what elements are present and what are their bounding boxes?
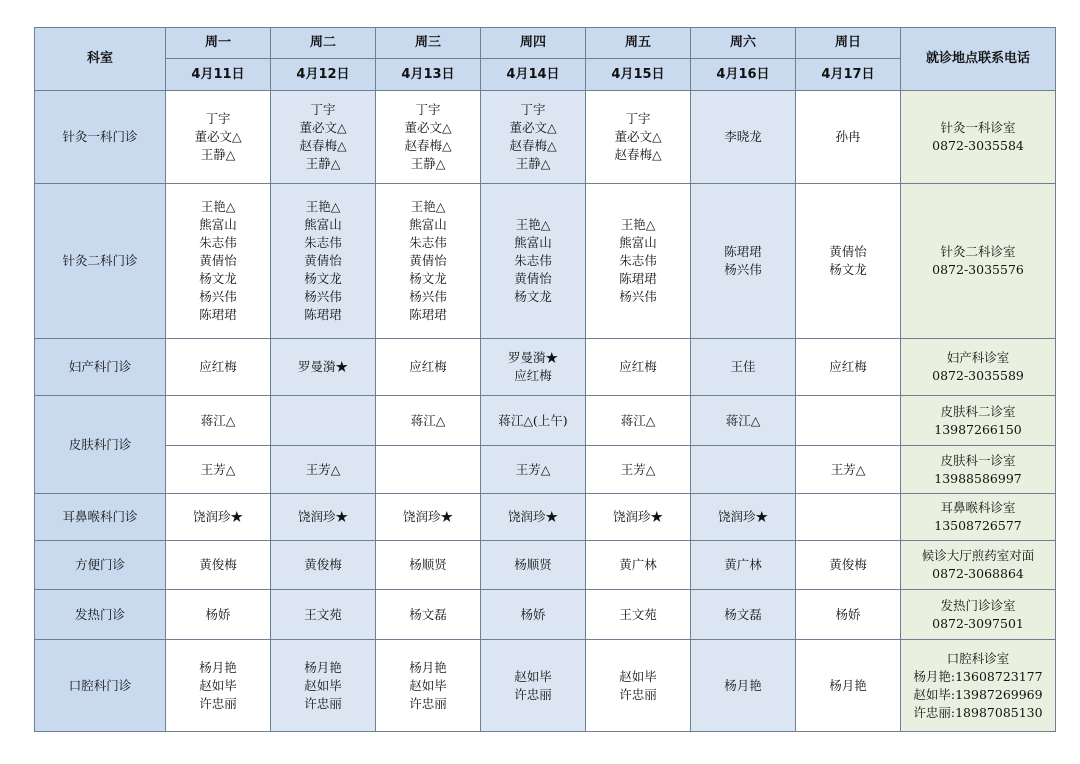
contact-location: 口腔科诊室 — [946, 650, 1010, 666]
doctor-cell — [271, 590, 376, 640]
schedule-body — [35, 91, 1056, 732]
contact-phone: 13987266150 — [934, 421, 1022, 437]
doctor-name: 杨文龙 — [304, 271, 342, 286]
doctor-name: 应红梅 — [619, 359, 657, 374]
doctor-name: 丁宇 — [520, 102, 546, 117]
contact-cell — [901, 640, 1056, 732]
doctor-name: 王芳△ — [305, 461, 341, 477]
doctor-cell — [796, 396, 901, 446]
doctor-name: 董必文△ — [194, 129, 242, 144]
doctor-cell — [691, 541, 796, 590]
doctor-name: 赵如毕 — [199, 677, 237, 693]
doctor-cell — [166, 91, 271, 184]
doctor-name: 黄俊梅 — [199, 557, 237, 572]
header-dept: 科室 — [35, 28, 166, 91]
doctor-cell — [271, 396, 376, 446]
doctor-name: 杨月艳 — [409, 659, 447, 675]
doctor-cell — [586, 590, 691, 640]
dept-cell: 妇产科门诊 — [35, 339, 166, 396]
dept-cell: 发热门诊 — [35, 590, 166, 640]
doctor-name: 赵如毕 — [619, 668, 657, 684]
doctor-name: 蒋江△(上午) — [498, 412, 568, 428]
doctor-name: 熊富山 — [304, 217, 342, 232]
doctor-name: 王芳△ — [200, 461, 236, 477]
doctor-name: 杨文龙 — [409, 271, 447, 286]
doctor-name: 杨兴伟 — [199, 289, 237, 304]
doctor-name: 应红梅 — [409, 359, 447, 374]
doctor-name: 许忠丽 — [304, 695, 342, 711]
doctor-cell — [271, 91, 376, 184]
doctor-cell — [691, 91, 796, 184]
doctor-cell — [796, 640, 901, 732]
contact-cell — [901, 590, 1056, 640]
table-row — [35, 184, 1056, 339]
doctor-name: 黄倩怡 — [304, 253, 342, 268]
doctor-name: 丁宇 — [310, 102, 336, 117]
doctor-name: 王静△ — [515, 156, 551, 171]
doctor-name: 熊富山 — [619, 235, 657, 250]
doctor-name: 杨娇 — [835, 606, 861, 622]
doctor-name: 李晓龙 — [724, 129, 762, 144]
doctor-name: 王文苑 — [304, 606, 342, 622]
doctor-name: 王芳△ — [620, 461, 656, 477]
doctor-name: 王芳△ — [515, 461, 551, 477]
table-row — [35, 396, 1056, 446]
doctor-cell — [586, 494, 691, 541]
header-date: 4月14日 — [481, 59, 586, 91]
doctor-name: 杨月艳 — [724, 677, 762, 693]
doctor-name: 黄倩怡 — [514, 271, 552, 286]
doctor-name: 杨月艳 — [829, 677, 867, 693]
doctor-cell — [586, 91, 691, 184]
doctor-name: 董必文△ — [509, 120, 557, 135]
doctor-name: 罗曼漪★ — [507, 350, 558, 365]
doctor-name: 蒋江△ — [725, 412, 761, 428]
contact-cell — [901, 184, 1056, 339]
table-row — [35, 640, 1056, 732]
doctor-name: 王艳△ — [620, 217, 656, 232]
doctor-cell — [586, 396, 691, 446]
contact-cell — [901, 396, 1056, 446]
doctor-cell — [481, 446, 586, 494]
doctor-cell — [691, 446, 796, 494]
doctor-name: 丁宇 — [415, 102, 441, 117]
doctor-cell — [586, 541, 691, 590]
doctor-name: 熊富山 — [199, 217, 237, 232]
doctor-cell — [691, 339, 796, 396]
doctor-name: 王静△ — [200, 147, 236, 162]
contact-location: 针灸二科诊室 — [940, 244, 1016, 259]
table-row — [35, 541, 1056, 590]
doctor-name: 杨兴伟 — [409, 289, 447, 304]
doctor-cell — [796, 590, 901, 640]
doctor-name: 罗曼漪★ — [297, 359, 348, 374]
doctor-cell — [376, 446, 481, 494]
header-day: 周三 — [376, 28, 481, 59]
doctor-cell — [586, 339, 691, 396]
contact-location: 皮肤科二诊室 — [940, 403, 1016, 419]
header-date: 4月15日 — [586, 59, 691, 91]
doctor-cell — [691, 590, 796, 640]
doctor-name: 黄广林 — [619, 557, 657, 572]
doctor-name: 丁宇 — [205, 111, 231, 126]
header-date: 4月16日 — [691, 59, 796, 91]
doctor-cell — [691, 184, 796, 339]
doctor-name: 黄倩怡 — [409, 253, 447, 268]
doctor-name: 黄倩怡 — [829, 244, 867, 259]
doctor-cell — [376, 494, 481, 541]
doctor-name: 杨文磊 — [409, 606, 447, 622]
doctor-name: 朱志伟 — [409, 235, 447, 250]
header-contact: 就诊地点联系电话 — [901, 28, 1056, 91]
doctor-name: 黄倩怡 — [199, 253, 237, 268]
contact-location: 皮肤科一诊室 — [940, 452, 1016, 468]
dept-cell: 针灸一科门诊 — [35, 91, 166, 184]
doctor-cell — [691, 396, 796, 446]
doctor-cell — [376, 91, 481, 184]
doctor-cell — [166, 446, 271, 494]
doctor-name: 孙冉 — [835, 129, 861, 144]
doctor-name: 朱志伟 — [199, 235, 237, 250]
dept-cell: 耳鼻喉科门诊 — [35, 494, 166, 541]
doctor-cell — [481, 541, 586, 590]
doctor-cell — [586, 184, 691, 339]
doctor-name: 王艳△ — [200, 199, 236, 214]
header-day: 周四 — [481, 28, 586, 59]
doctor-name: 饶润珍★ — [507, 509, 558, 524]
doctor-name: 杨兴伟 — [304, 289, 342, 304]
doctor-name: 赵如毕 — [304, 677, 342, 693]
doctor-name: 王艳△ — [410, 199, 446, 214]
doctor-cell — [796, 91, 901, 184]
contact-cell — [901, 339, 1056, 396]
doctor-name: 应红梅 — [514, 368, 552, 383]
contact-phone: 许忠丽:18987085130 — [913, 704, 1043, 720]
contact-phone: 13988586997 — [934, 470, 1022, 486]
doctor-cell — [481, 396, 586, 446]
doctor-name: 许忠丽 — [199, 695, 237, 711]
doctor-name: 杨月艳 — [199, 659, 237, 675]
doctor-cell — [796, 494, 901, 541]
doctor-name: 陈珺珺 — [199, 307, 237, 322]
doctor-name: 王艳△ — [515, 217, 551, 232]
doctor-name: 饶润珍★ — [297, 509, 348, 524]
doctor-cell — [166, 640, 271, 732]
doctor-cell — [271, 446, 376, 494]
header-day: 周一 — [166, 28, 271, 59]
doctor-name: 董必文△ — [614, 129, 662, 144]
doctor-name: 蒋江△ — [620, 412, 656, 428]
doctor-name: 蒋江△ — [200, 412, 236, 428]
header-date: 4月13日 — [376, 59, 481, 91]
doctor-cell — [376, 640, 481, 732]
contact-cell — [901, 494, 1056, 541]
doctor-name: 王文苑 — [619, 606, 657, 622]
doctor-name: 朱志伟 — [619, 253, 657, 268]
doctor-name: 杨顺贤 — [514, 557, 552, 572]
doctor-name: 杨文磊 — [724, 606, 762, 622]
contact-cell — [901, 91, 1056, 184]
doctor-name: 赵春梅△ — [299, 138, 347, 153]
doctor-cell — [376, 396, 481, 446]
doctor-cell — [166, 541, 271, 590]
contact-phone: 13508726577 — [934, 518, 1022, 533]
dept-cell: 方便门诊 — [35, 541, 166, 590]
contact-location: 耳鼻喉科诊室 — [940, 500, 1016, 515]
header-day: 周日 — [796, 28, 901, 59]
table-row — [35, 91, 1056, 184]
doctor-name: 陈珺珺 — [619, 271, 657, 286]
doctor-name: 董必文△ — [404, 120, 452, 135]
doctor-cell — [376, 184, 481, 339]
doctor-cell — [271, 541, 376, 590]
doctor-cell — [271, 184, 376, 339]
table-row — [35, 494, 1056, 541]
doctor-name: 黄广林 — [724, 557, 762, 572]
contact-location: 候诊大厅煎药室对面 — [921, 548, 1035, 563]
doctor-cell — [271, 494, 376, 541]
table-row — [35, 339, 1056, 396]
contact-phone: 杨月艳:13608723177 — [913, 668, 1043, 684]
doctor-cell — [166, 590, 271, 640]
doctor-name: 杨文龙 — [514, 289, 552, 304]
contact-phone: 0872-3035589 — [932, 368, 1024, 383]
doctor-name: 杨文龙 — [829, 262, 867, 277]
doctor-cell — [271, 339, 376, 396]
doctor-name: 董必文△ — [299, 120, 347, 135]
doctor-cell — [796, 541, 901, 590]
dept-cell: 口腔科门诊 — [35, 640, 166, 732]
contact-location: 发热门诊诊室 — [940, 597, 1016, 613]
doctor-name: 杨娇 — [205, 606, 231, 622]
header-day: 周五 — [586, 28, 691, 59]
doctor-name: 饶润珍★ — [612, 509, 663, 524]
doctor-name: 许忠丽 — [619, 686, 657, 702]
doctor-name: 杨月艳 — [304, 659, 342, 675]
header-date: 4月12日 — [271, 59, 376, 91]
table-row — [35, 590, 1056, 640]
doctor-cell — [271, 640, 376, 732]
doctor-name: 赵春梅△ — [614, 147, 662, 162]
doctor-cell — [691, 640, 796, 732]
contact-phone: 赵如毕:13987269969 — [913, 686, 1043, 702]
doctor-name: 应红梅 — [199, 359, 237, 374]
doctor-name: 许忠丽 — [514, 686, 552, 702]
doctor-name: 蒋江△ — [410, 412, 446, 428]
table-row — [35, 446, 1056, 494]
contact-phone: 0872-3097501 — [932, 615, 1024, 631]
doctor-name: 熊富山 — [514, 235, 552, 250]
doctor-name: 王艳△ — [305, 199, 341, 214]
doctor-cell — [481, 339, 586, 396]
contact-location: 妇产科诊室 — [946, 350, 1010, 365]
doctor-name: 杨文龙 — [199, 271, 237, 286]
doctor-cell — [166, 184, 271, 339]
doctor-name: 陈珺珺 — [409, 307, 447, 322]
doctor-cell — [796, 446, 901, 494]
doctor-cell — [376, 590, 481, 640]
schedule-table — [34, 27, 1056, 732]
contact-cell — [901, 541, 1056, 590]
doctor-name: 丁宇 — [625, 111, 651, 126]
doctor-cell — [481, 184, 586, 339]
doctor-name: 陈珺珺 — [304, 307, 342, 322]
doctor-name: 王静△ — [410, 156, 446, 171]
doctor-name: 杨兴伟 — [619, 289, 657, 304]
doctor-cell — [376, 339, 481, 396]
header-day: 周二 — [271, 28, 376, 59]
contact-phone: 0872-3035584 — [932, 138, 1024, 153]
doctor-name: 杨顺贤 — [409, 557, 447, 572]
doctor-name: 朱志伟 — [304, 235, 342, 250]
doctor-name: 杨娇 — [520, 606, 546, 622]
doctor-name: 陈珺珺 — [724, 244, 762, 259]
doctor-cell — [796, 184, 901, 339]
doctor-name: 黄俊梅 — [829, 557, 867, 572]
contact-phone: 0872-3068864 — [932, 566, 1024, 581]
header-day: 周六 — [691, 28, 796, 59]
doctor-name: 王芳△ — [830, 461, 866, 477]
doctor-name: 王静△ — [305, 156, 341, 171]
doctor-name: 应红梅 — [829, 359, 867, 374]
header-date: 4月17日 — [796, 59, 901, 91]
doctor-name: 赵如毕 — [409, 677, 447, 693]
contact-phone: 0872-3035576 — [932, 262, 1024, 277]
doctor-name: 熊富山 — [409, 217, 447, 232]
doctor-name: 许忠丽 — [409, 695, 447, 711]
dept-cell: 针灸二科门诊 — [35, 184, 166, 339]
contact-location: 针灸一科诊室 — [940, 120, 1016, 135]
header-date: 4月11日 — [166, 59, 271, 91]
doctor-name: 赵春梅△ — [509, 138, 557, 153]
doctor-cell — [481, 640, 586, 732]
doctor-cell — [586, 640, 691, 732]
doctor-name: 饶润珍★ — [192, 509, 243, 524]
doctor-name: 黄俊梅 — [304, 557, 342, 572]
dept-cell: 皮肤科门诊 — [35, 396, 166, 494]
doctor-cell — [481, 494, 586, 541]
contact-cell — [901, 446, 1056, 494]
doctor-cell — [691, 494, 796, 541]
doctor-name: 杨兴伟 — [724, 262, 762, 277]
doctor-cell — [166, 396, 271, 446]
doctor-name: 王佳 — [730, 359, 756, 374]
doctor-name: 赵如毕 — [514, 668, 552, 684]
doctor-cell — [796, 339, 901, 396]
doctor-cell — [376, 541, 481, 590]
doctor-name: 赵春梅△ — [404, 138, 452, 153]
doctor-cell — [166, 339, 271, 396]
doctor-cell — [481, 91, 586, 184]
doctor-name: 饶润珍★ — [402, 509, 453, 524]
doctor-name: 朱志伟 — [514, 253, 552, 268]
doctor-cell — [586, 446, 691, 494]
doctor-cell — [166, 494, 271, 541]
doctor-name: 饶润珍★ — [717, 509, 768, 524]
doctor-cell — [481, 590, 586, 640]
